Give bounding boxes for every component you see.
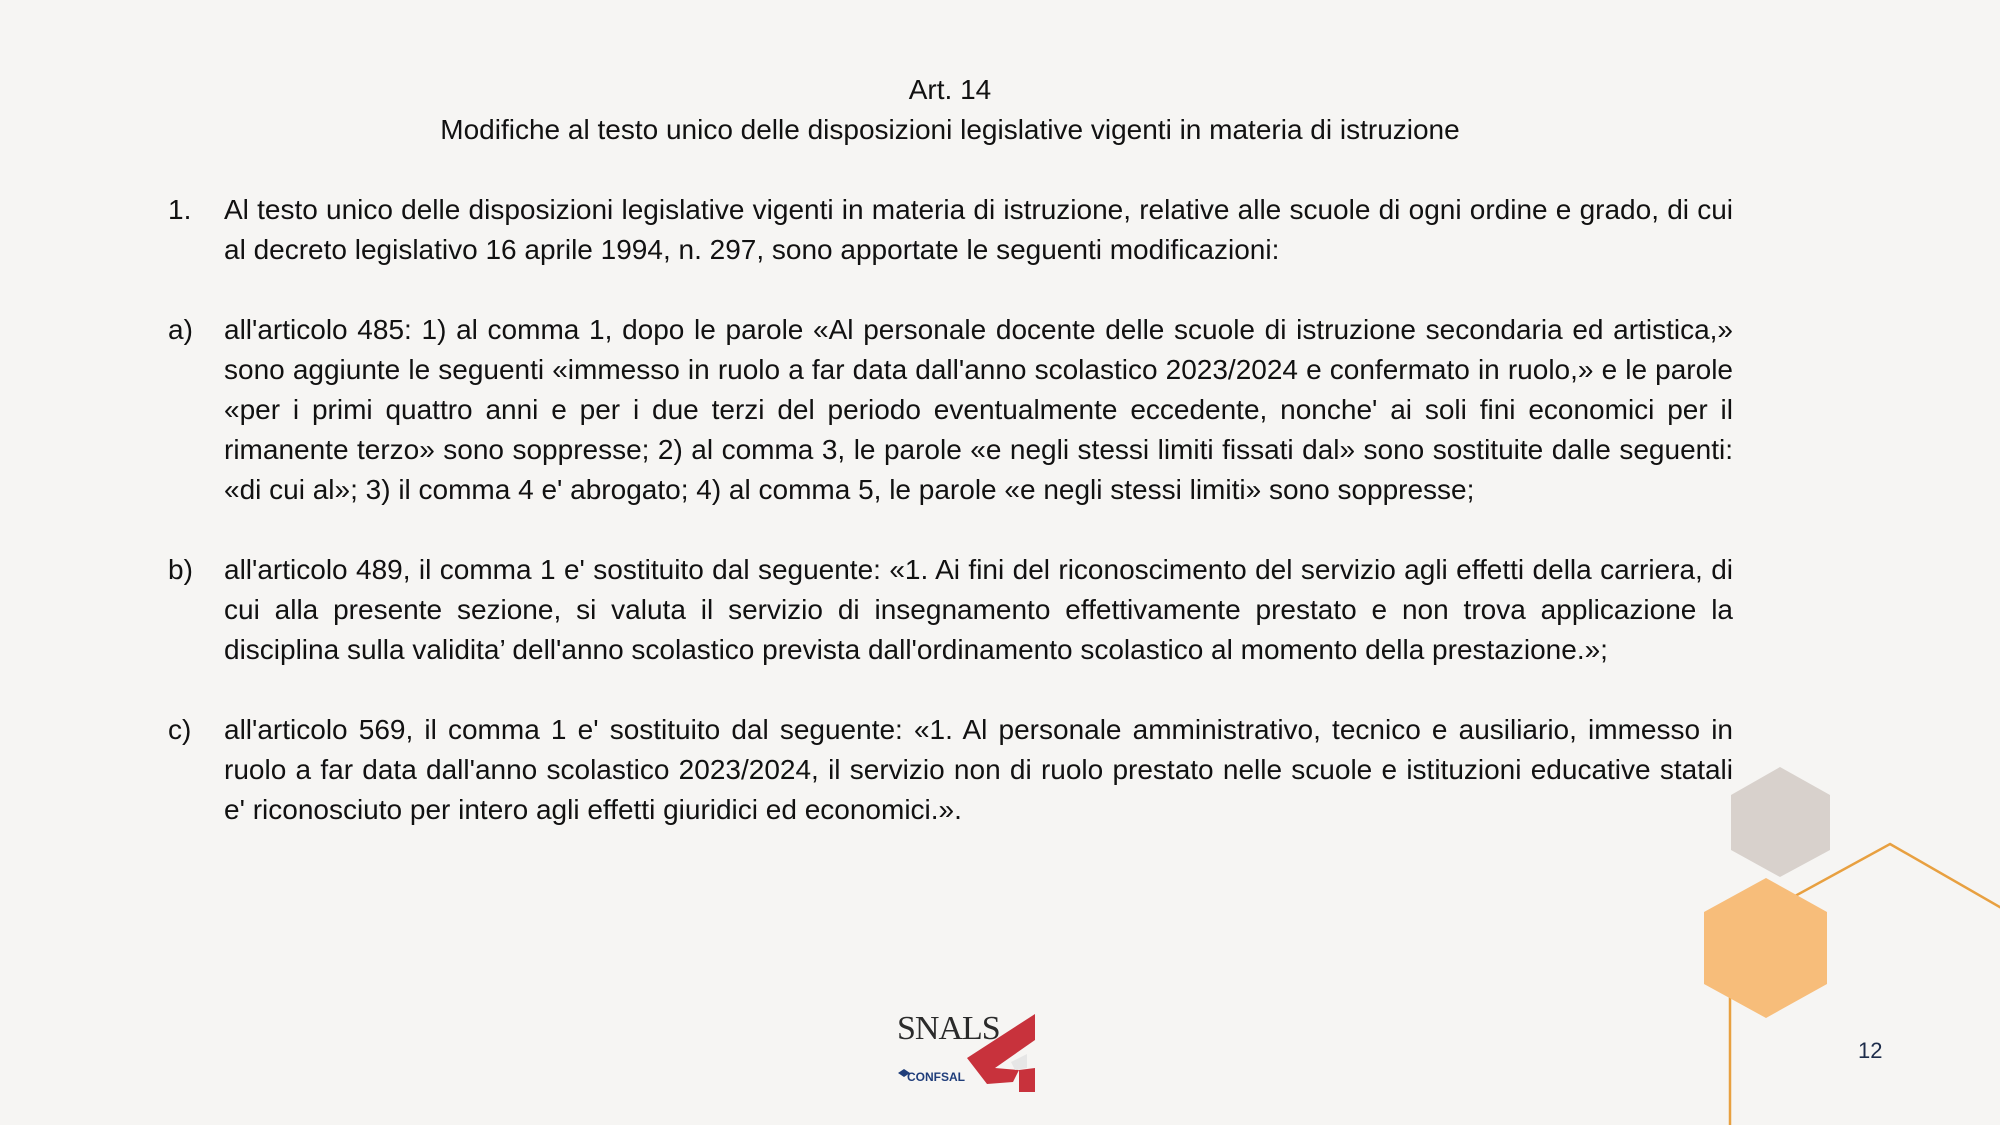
page-number: 12: [1858, 1038, 1883, 1063]
snals-logo: [895, 1010, 1045, 1092]
gray-hexagon-shape: [1731, 767, 1830, 877]
list-item-text: all'articolo 485: 1) al comma 1, dopo le parole «Al personale docente delle scuole di istruzione secondaria ed artistica,» sono aggiunte le seguenti «immesso in ruolo a far data dall'anno scolastico 2023/2024 e confermato in ruolo,» e le parole «per i primi quattro anni e per i due terzi del periodo eventualmente eccedente, nonche' ai soli fini economici per il rimanente terzo» sono soppresse; 2) al comma 3, le parole «e negli stessi limiti fissati dal» sono sostituite dalle seguenti: «di cui al»; 3) il comma 4 e' abrogato; 4) al comma 5, le parole «e negli stessi limiti» sono soppresse;: [224, 314, 1733, 505]
list-marker: b): [168, 554, 193, 585]
list-item-text: Al testo unico delle disposizioni legislative vigenti in materia di istruzione, relative alle scuole di ogni ordine e grado, di cui al decreto legislativo 16 aprile 1994, n. 297, sono apportate le seguenti modificazioni:: [224, 194, 1733, 265]
list-marker: a): [168, 314, 193, 345]
list-item-text: all'articolo 489, il comma 1 e' sostituito dal seguente: «1. Ai fini del riconoscimento del servizio agli effetti della carriera, di cui alla presente sezione, si valuta il servizio di insegnamento effettivamente prestato e non trova applicazione la disciplina sulla validita’ dell'anno scolastico prevista dall'ordinamento scolastico al momento della prestazione.»;: [224, 554, 1733, 665]
article-number: Art. 14: [908, 74, 992, 105]
logo-name: SNALS: [897, 1010, 1000, 1047]
list-item-text: all'articolo 569, il comma 1 e' sostituito dal seguente: «1. Al personale amministrativo, tecnico e ausiliario, immesso in ruolo a far data dall'anno scolastico 2023/2024, il servizio non di ruolo prestato nelle scuole e istituzioni educative statali e' riconosciuto per intero agli effetti giuridici ed economici.».: [224, 714, 1733, 825]
list-marker: c): [168, 714, 192, 745]
orange-hexagon-shape: [1704, 878, 1827, 1018]
logo-subtitle: CONFSAL: [907, 1070, 965, 1084]
list-marker: 1.: [168, 194, 192, 225]
article-title: Modifiche al testo unico delle disposizioni legislative vigenti in materia di istruzione: [440, 114, 1460, 145]
